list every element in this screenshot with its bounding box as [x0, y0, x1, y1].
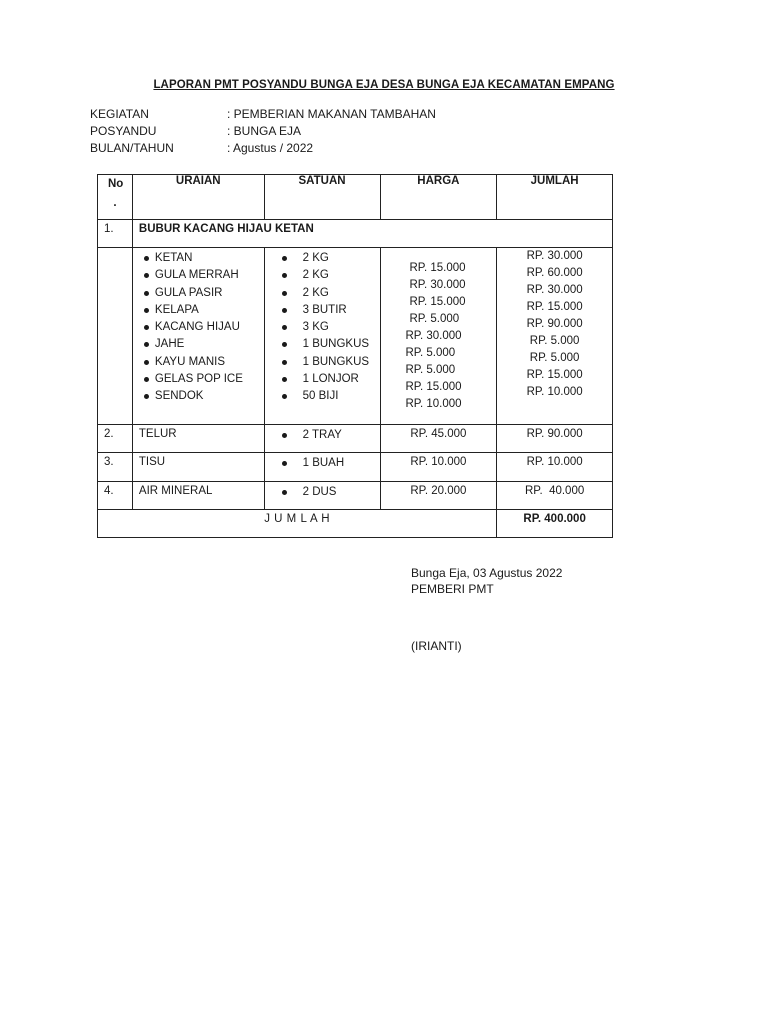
header-harga: HARGA	[380, 175, 497, 220]
total-label: J U M L A H	[98, 510, 497, 538]
signature-name: (IRIANTI)	[411, 639, 462, 653]
unit-item	[279, 354, 380, 371]
price-item	[381, 260, 497, 277]
total-item	[497, 333, 612, 350]
table-header-row	[98, 175, 613, 220]
unit-item-text: 3 KG	[302, 321, 329, 334]
meta-value: : Agustus / 2022	[227, 141, 314, 155]
unit-item-text: 50 BIJI	[302, 390, 339, 403]
bullet-icon	[144, 360, 149, 365]
price-item-text: RP. 30.000	[409, 279, 466, 291]
list-item-text: KELAPA	[154, 303, 199, 316]
list-item	[141, 371, 264, 388]
row-jumlah: RP. 10.000	[497, 453, 613, 482]
price-item-text: RP. 30.000	[405, 330, 462, 342]
table-row	[98, 453, 613, 482]
total-item	[497, 384, 612, 401]
price-item-text: RP. 15.000	[409, 262, 466, 274]
items-satuan-cell	[264, 248, 380, 425]
total-item	[497, 367, 612, 384]
bullet-icon	[144, 291, 149, 296]
price-item-text: RP. 15.000	[409, 296, 466, 308]
price-item	[381, 294, 497, 311]
row-satuan	[264, 482, 380, 510]
bullet-icon	[282, 308, 287, 313]
price-item-text: RP. 10.000	[405, 398, 462, 410]
unit-item	[279, 267, 380, 284]
list-item	[141, 354, 264, 371]
table-total-row	[98, 510, 613, 538]
unit-item	[279, 371, 380, 388]
price-item	[381, 396, 497, 413]
header-no: No .	[98, 175, 133, 220]
price-item	[381, 362, 497, 379]
bullet-icon	[282, 360, 287, 365]
report-table	[97, 174, 613, 538]
bullet-icon	[282, 433, 287, 438]
row-uraian: AIR MINERAL	[132, 482, 264, 510]
unit-item	[279, 250, 380, 267]
unit-item-text: 2 KG	[302, 269, 329, 282]
total-list	[497, 248, 612, 401]
list-item	[141, 250, 264, 267]
bullet-icon	[282, 490, 287, 495]
total-item	[497, 316, 612, 333]
unit-item-text: 1 BUNGKUS	[302, 355, 370, 368]
meta-key: POSYANDU	[90, 124, 157, 138]
row-jumlah: RP. 90.000	[497, 425, 613, 453]
bullet-icon	[282, 394, 287, 399]
total-item-text: RP. 60.000	[526, 267, 583, 279]
items-no-cell	[98, 248, 133, 425]
list-item-text: KETAN	[154, 252, 193, 264]
list-item-text: KACANG HIJAU	[154, 321, 240, 334]
unit-list	[279, 250, 380, 406]
row-no: 3.	[98, 453, 133, 482]
row-satuan	[264, 453, 380, 482]
price-item-text: RP. 5.000	[409, 313, 460, 325]
header-satuan: SATUAN	[264, 175, 380, 220]
table-row	[98, 425, 613, 453]
bullet-icon	[282, 256, 287, 261]
list-item-text: GELAS POP ICE	[154, 373, 243, 386]
items-harga-cell	[380, 248, 497, 425]
meta-bulan-tahun	[90, 141, 313, 155]
price-item-text: RP. 5.000	[405, 364, 456, 376]
group-no: 1.	[98, 220, 133, 248]
row-no: 2.	[98, 425, 133, 453]
total-item-text: RP. 30.000	[526, 250, 583, 262]
bullet-icon	[144, 394, 149, 399]
table-items-row	[98, 248, 613, 425]
bullet-icon	[282, 377, 287, 382]
total-item-text: RP. 5.000	[529, 335, 580, 347]
list-item	[141, 285, 264, 302]
bullet-icon	[144, 342, 149, 347]
unit-text: 2 TRAY	[302, 429, 342, 441]
price-item	[381, 311, 497, 328]
bullet-icon	[144, 256, 149, 261]
row-uraian: TELUR	[132, 425, 264, 453]
items-jumlah-cell	[497, 248, 613, 425]
unit-item-text: 3 BUTIR	[302, 303, 347, 316]
total-value: RP. 400.000	[497, 510, 613, 538]
total-item-text: RP. 15.000	[526, 301, 583, 313]
bullet-icon	[144, 377, 149, 382]
signature-role: PEMBERI PMT	[411, 582, 494, 596]
total-item-text: RP. 10.000	[526, 386, 583, 398]
total-item	[497, 350, 612, 367]
unit-item	[279, 388, 380, 405]
group-name: BUBUR KACANG HIJAU KETAN	[132, 220, 612, 248]
meta-posyandu	[90, 124, 301, 138]
bullet-icon	[282, 273, 287, 278]
total-item-text: RP. 15.000	[526, 369, 583, 381]
item-list	[141, 250, 264, 406]
header-jumlah: JUMLAH	[497, 175, 613, 220]
row-harga: RP. 20.000	[380, 482, 497, 510]
unit-item	[279, 336, 380, 353]
row-uraian: TISU	[132, 453, 264, 482]
list-item	[141, 302, 264, 319]
list-item-text: GULA PASIR	[154, 286, 223, 299]
list-item-text: GULA MERRAH	[154, 269, 239, 282]
bullet-icon	[282, 325, 287, 330]
list-item	[141, 319, 264, 336]
row-harga: RP. 45.000	[380, 425, 497, 453]
row-harga: RP. 10.000	[380, 453, 497, 482]
table-group-row	[98, 220, 613, 248]
header-uraian: URAIAN	[132, 175, 264, 220]
row-jumlah: RP. 40.000	[497, 482, 613, 510]
meta-kegiatan	[90, 107, 436, 121]
total-item-text: RP. 30.000	[526, 284, 583, 296]
row-satuan	[264, 425, 380, 453]
report-title: LAPORAN PMT POSYANDU BUNGA EJA DESA BUNGA EJA KECAMATAN EMPANG	[153, 79, 615, 91]
list-item-text: SENDOK	[154, 390, 204, 403]
signature-place-date: Bunga Eja, 03 Agustus 2022	[411, 566, 563, 580]
bullet-icon	[144, 308, 149, 313]
row-no: 4.	[98, 482, 133, 510]
price-list	[381, 260, 497, 413]
table-row	[98, 482, 613, 510]
unit-item-text: 2 KG	[302, 286, 329, 299]
list-item	[141, 336, 264, 353]
total-item	[497, 248, 612, 265]
bullet-icon	[282, 342, 287, 347]
total-item-text: RP. 5.000	[529, 352, 580, 364]
list-item-text: KAYU MANIS	[154, 355, 225, 368]
price-item-text: RP. 15.000	[405, 381, 462, 393]
unit-item-text: 2 KG	[302, 252, 329, 264]
meta-value: : BUNGA EJA	[227, 124, 302, 138]
unit-item	[279, 285, 380, 302]
total-item	[497, 299, 612, 316]
price-item-text: RP. 5.000	[405, 347, 456, 359]
unit-item-text: 1 LONJOR	[302, 373, 359, 386]
bullet-icon	[282, 461, 287, 466]
total-item	[497, 282, 612, 299]
meta-key: BULAN/TAHUN	[90, 141, 174, 155]
list-item	[141, 267, 264, 284]
bullet-icon	[144, 273, 149, 278]
bullet-icon	[144, 325, 149, 330]
unit-item	[279, 302, 380, 319]
meta-key: KEGIATAN	[90, 107, 149, 121]
meta-value: : PEMBERIAN MAKANAN TAMBAHAN	[227, 107, 436, 121]
unit-item	[279, 319, 380, 336]
unit-text: 1 BUAH	[302, 457, 345, 469]
price-item	[381, 345, 497, 362]
total-item	[497, 265, 612, 282]
unit-text: 2 DUS	[302, 486, 337, 498]
list-item-text: JAHE	[154, 338, 185, 351]
price-item	[381, 379, 497, 396]
price-item	[381, 277, 497, 294]
bullet-icon	[282, 291, 287, 296]
price-item	[381, 328, 497, 345]
unit-item-text: 1 BUNGKUS	[302, 338, 370, 351]
total-item-text: RP. 90.000	[526, 318, 583, 330]
items-uraian-cell	[132, 248, 264, 425]
list-item	[141, 388, 264, 405]
